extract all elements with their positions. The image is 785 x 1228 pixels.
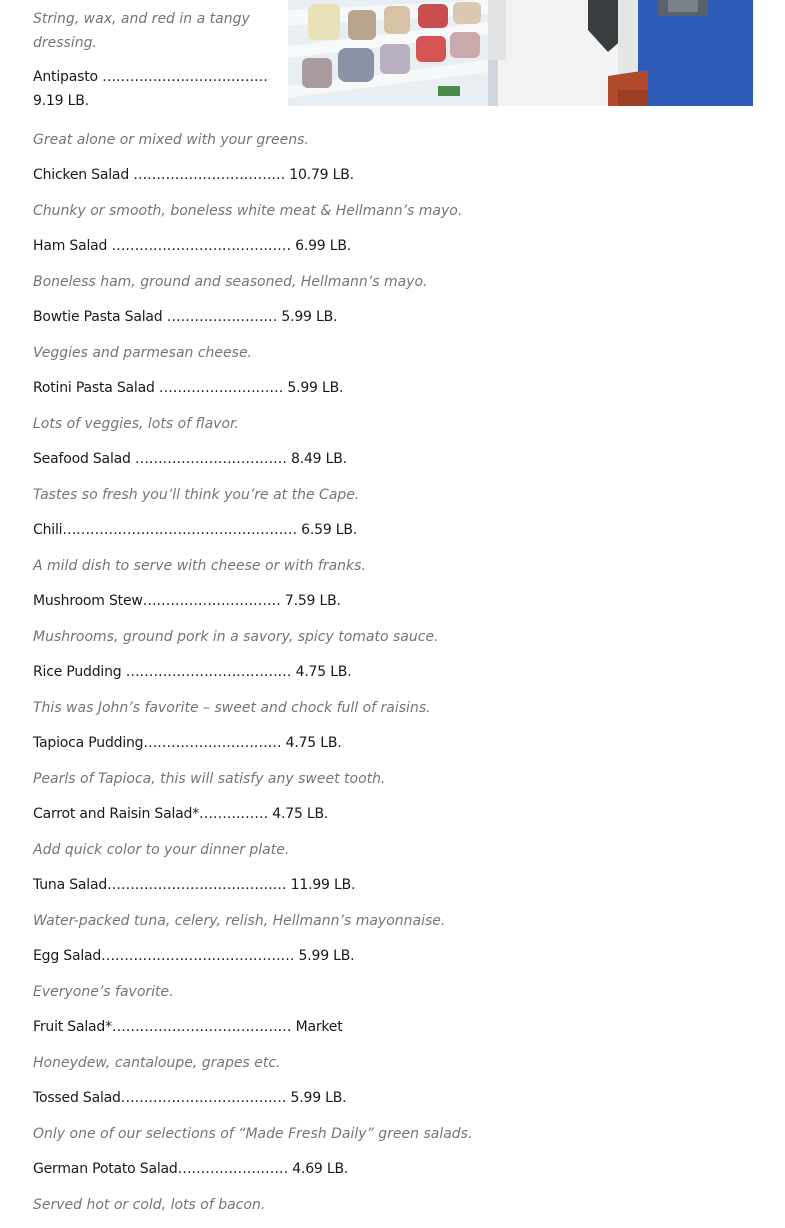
menu-item: Ham Salad ………………………………… 6.99 LB. — [33, 238, 351, 254]
item-description: Tastes so fresh you’ll think you’re at the Cape. — [33, 487, 360, 503]
item-description: Veggies and parmesan cheese. — [33, 345, 253, 361]
menu-item: Mushroom Stew………………………… 7.59 LB. — [33, 593, 341, 609]
menu-item: Fruit Salad*………………………………… Market — [33, 1019, 343, 1035]
item-description: Everyone’s favorite. — [33, 984, 174, 1000]
menu-item: Rice Pudding ……………………………… 4.75 LB. — [33, 664, 352, 680]
menu-item: Tossed Salad……………………………… 5.99 LB. — [33, 1090, 347, 1106]
menu-item: Egg Salad…………………………………… 5.99 LB. — [33, 948, 355, 964]
menu-item: Rotini Pasta Salad ……………………… 5.99 LB. — [33, 380, 344, 396]
menu-item: Chili…………………………………………… 6.59 LB. — [33, 522, 358, 538]
item-description: A mild dish to serve with cheese or with franks. — [33, 558, 366, 574]
item-description: Lots of veggies, lots of flavor. — [33, 416, 239, 432]
menu-item: Tuna Salad………………………………… 11.99 LB. — [33, 877, 356, 893]
item-description: Boneless ham, ground and seasoned, Hellmann’s mayo. — [33, 274, 428, 290]
item-description: Served hot or cold, lots of bacon. — [33, 1197, 266, 1213]
item-description: This was John’s favorite – sweet and chock full of raisins. — [33, 700, 431, 716]
menu-item: Bowtie Pasta Salad …………………… 5.99 LB. — [33, 309, 338, 325]
top-text-block — [33, 7, 273, 113]
menu-item-antipasto: Antipasto ……………………………… 9.19 LB. — [33, 69, 268, 109]
item-description: Only one of our selections of “Made Fresh Daily” green salads. — [33, 1126, 473, 1142]
menu-item: Carrot and Raisin Salad*…………… 4.75 LB. — [33, 806, 329, 822]
item-description: Honeydew, cantaloupe, grapes etc. — [33, 1055, 281, 1071]
menu-item: Seafood Salad …………………………… 8.49 LB. — [33, 451, 347, 467]
item-description: Great alone or mixed with your greens. — [33, 132, 309, 148]
menu-item: Chicken Salad …………………………… 10.79 LB. — [33, 167, 354, 183]
item-description: Chunky or smooth, boneless white meat & Hellmann’s mayo. — [33, 203, 463, 219]
menu-item: German Potato Salad…………………… 4.69 LB. — [33, 1161, 349, 1177]
item-description: String, wax, and red in a tangy dressing. — [33, 11, 250, 51]
item-description: Add quick color to your dinner plate. — [33, 842, 290, 858]
item-description: Water-packed tuna, celery, relish, Hellmann’s mayonnaise. — [33, 913, 446, 929]
deli-counter-photo — [288, 0, 753, 106]
item-description: Pearls of Tapioca, this will satisfy any sweet tooth. — [33, 771, 386, 787]
menu-item: Tapioca Pudding………………………… 4.75 LB. — [33, 735, 342, 751]
menu-list — [33, 128, 733, 1228]
item-description: Mushrooms, ground pork in a savory, spicy tomato sauce. — [33, 629, 439, 645]
deli-photo-illustration — [288, 0, 753, 106]
